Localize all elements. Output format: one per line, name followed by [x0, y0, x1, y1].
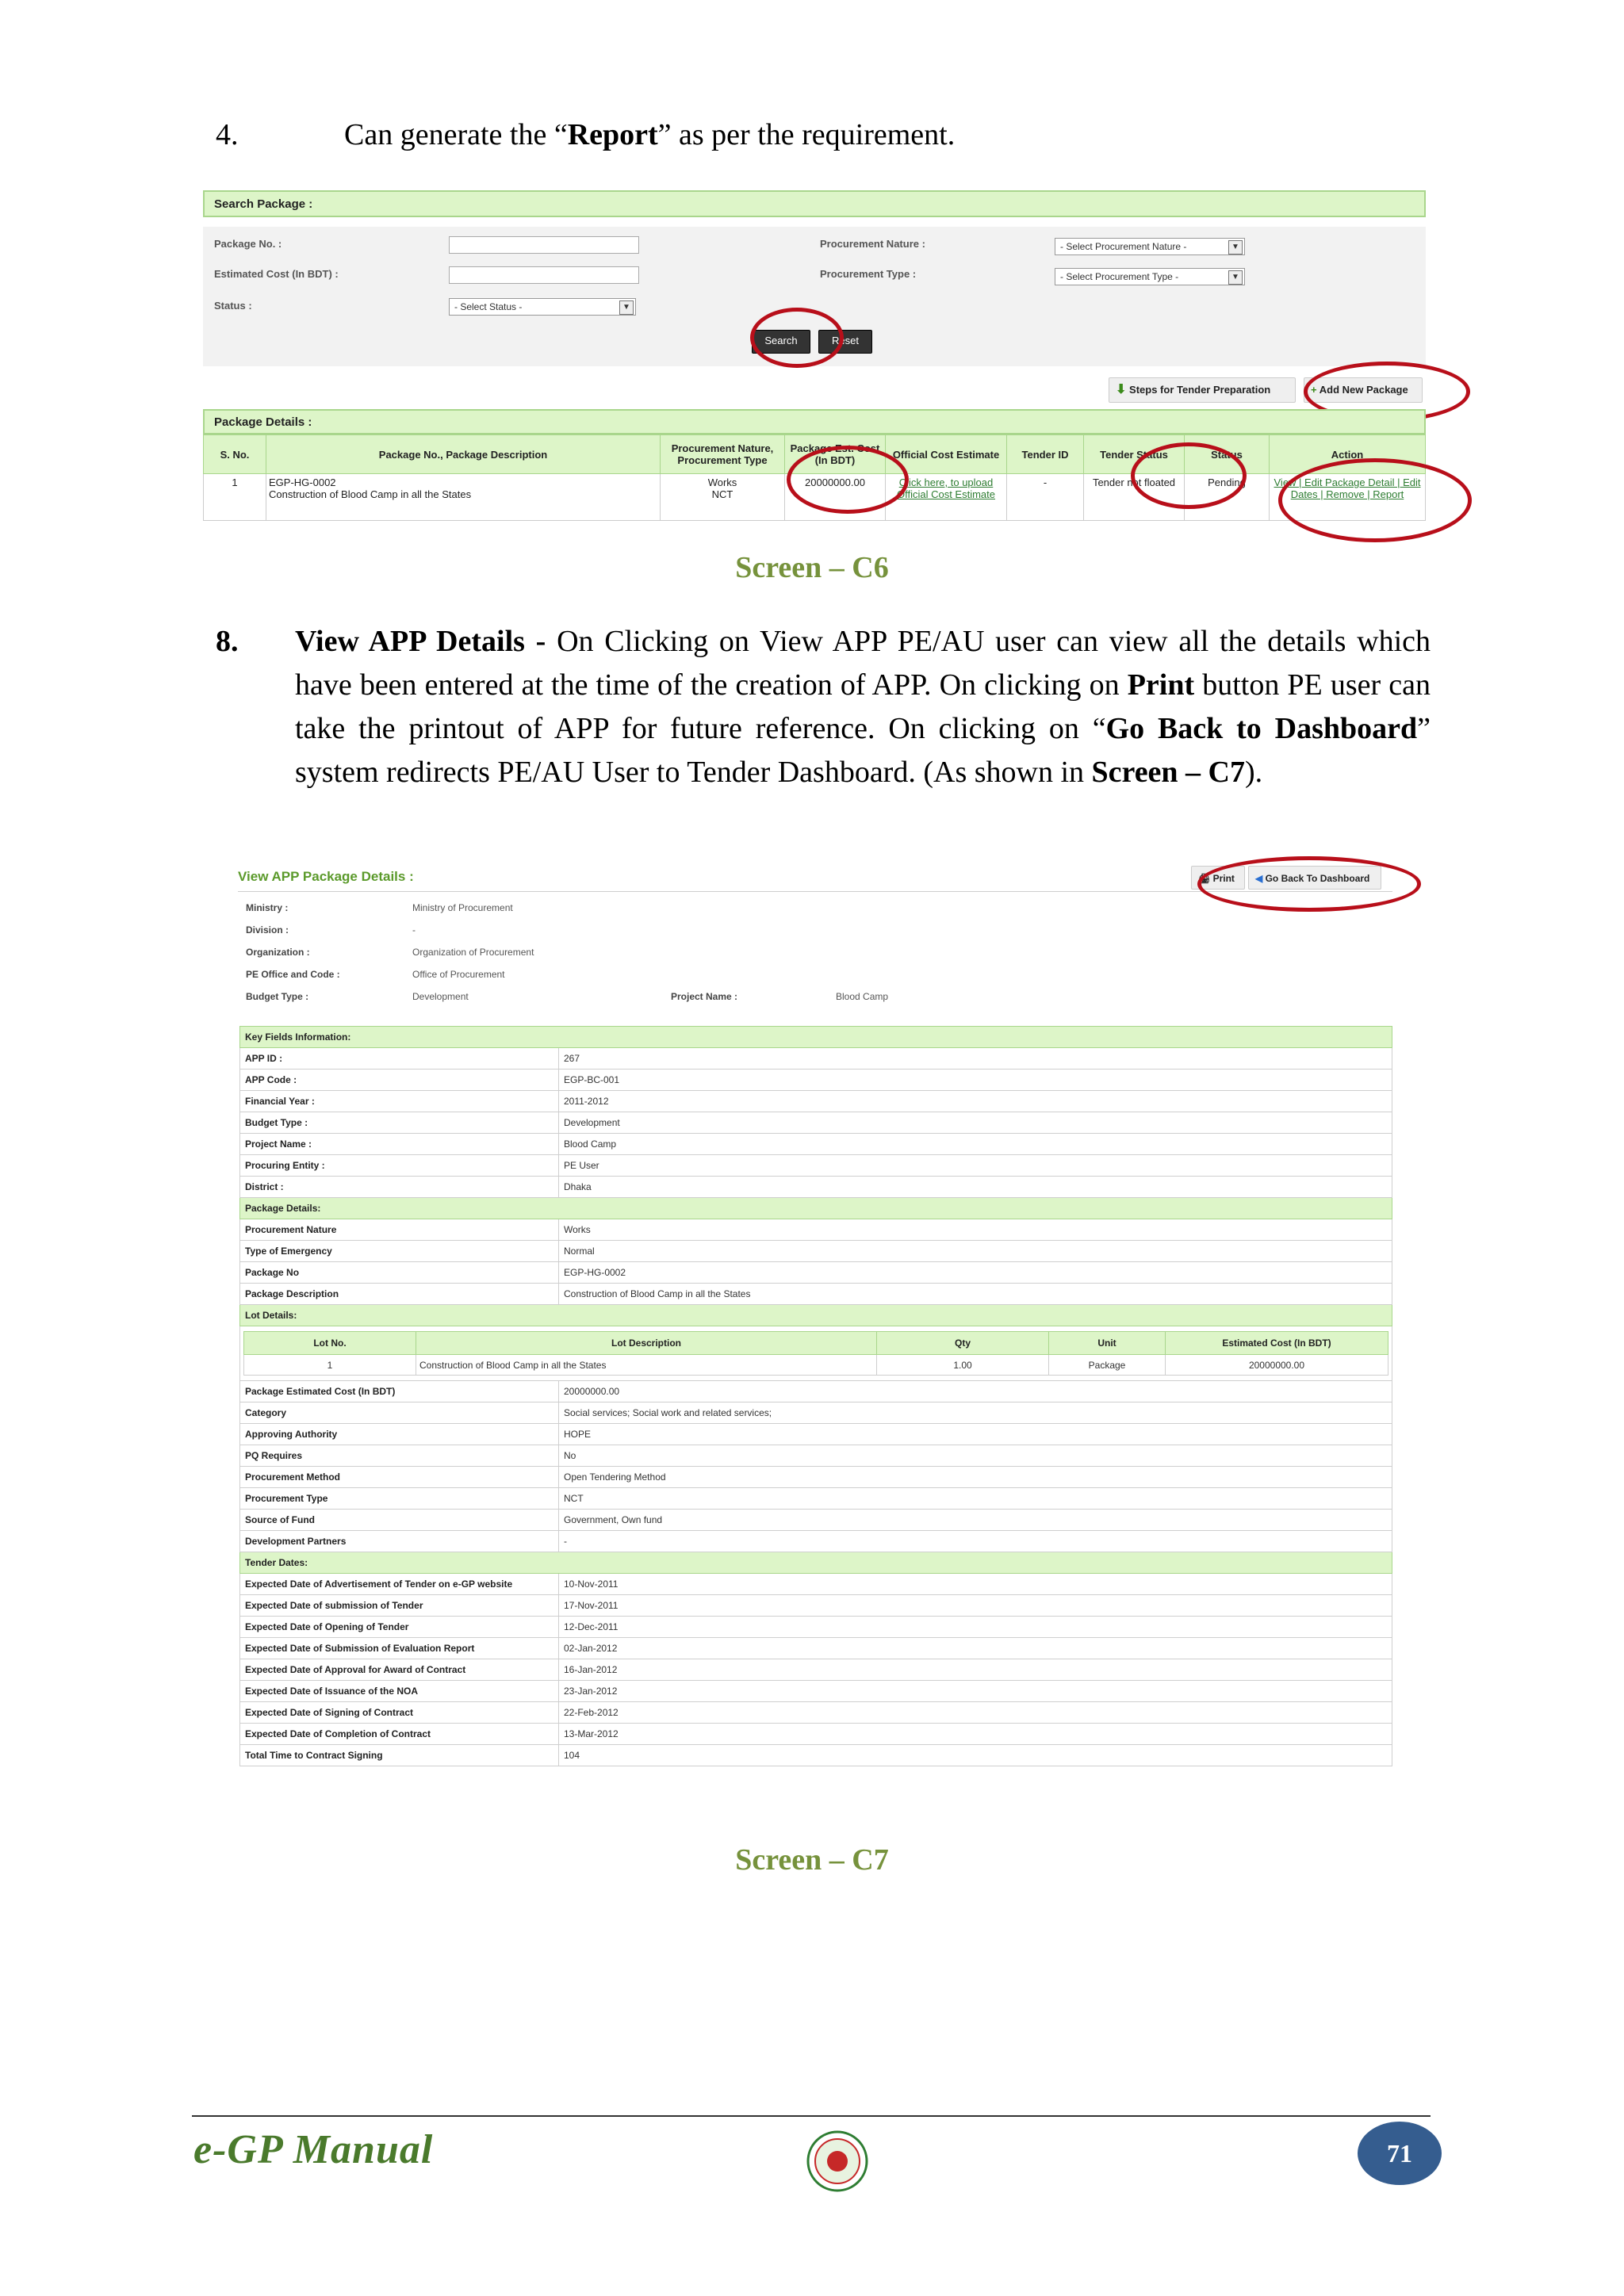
field-row: [240, 1381, 1392, 1402]
field-row: [240, 1241, 1392, 1262]
field-value: 12-Dec-2011: [559, 1617, 1392, 1638]
package-no-input[interactable]: [449, 236, 639, 254]
field-value: 02-Jan-2012: [559, 1638, 1392, 1659]
key-fields-header: Key Fields Information:: [240, 1027, 1392, 1048]
field-label: Procurement Type: [240, 1488, 559, 1510]
add-new-package-button[interactable]: + Add New Package: [1304, 377, 1423, 403]
footer-brand: e-GP Manual: [193, 2127, 434, 2172]
package-details-header: Package Details:: [240, 1198, 1392, 1219]
package-no-label: Package No. :: [214, 238, 282, 250]
government-seal-icon: [806, 2130, 869, 2193]
col-estimate: Official Cost Estimate: [886, 435, 1007, 474]
field-value: EGP-BC-001: [559, 1070, 1392, 1091]
lot-col: Lot No.: [244, 1332, 416, 1355]
paragraph-8: [216, 620, 1431, 794]
field-value: NCT: [559, 1488, 1392, 1510]
cell-cost: 20000000.00: [785, 474, 886, 521]
field-label: Total Time to Contract Signing: [240, 1745, 559, 1766]
screen-c6: [203, 190, 1426, 527]
go-back-button[interactable]: ◀ Go Back To Dashboard: [1248, 866, 1381, 890]
field-label: APP Code :: [240, 1070, 559, 1091]
est-cost-label: Estimated Cost (In BDT) :: [214, 268, 339, 280]
field-row: [240, 1219, 1392, 1241]
type-label: Procurement Type :: [820, 268, 917, 280]
field-row: [240, 1424, 1392, 1445]
col-package: Package No., Package Description: [266, 435, 661, 474]
field-label: Expected Date of Submission of Evaluation Report: [240, 1638, 559, 1659]
download-icon: ⬇: [1116, 383, 1127, 396]
lot-table-cell: [240, 1326, 1392, 1381]
item-number: 4.: [216, 118, 239, 151]
lot-col: Unit: [1049, 1332, 1166, 1355]
c7-title: View APP Package Details :: [238, 869, 414, 884]
status-highlight-circle: [1131, 442, 1247, 509]
lot-col: Estimated Cost (In BDT): [1166, 1332, 1388, 1355]
field-label: Expected Date of Opening of Tender: [240, 1617, 559, 1638]
field-value: EGP-HG-0002: [559, 1262, 1392, 1284]
field-row: [240, 1638, 1392, 1659]
footer-rule: [192, 2115, 1431, 2117]
field-row: [240, 1091, 1392, 1112]
field-row: [240, 1659, 1392, 1681]
chevron-down-icon: ▼: [1228, 270, 1243, 285]
field-label: Expected Date of Approval for Award of Contract: [240, 1659, 559, 1681]
status-label: Status :: [214, 300, 252, 312]
field-value: Social services; Social work and related services;: [559, 1402, 1392, 1424]
field-row: [240, 1467, 1392, 1488]
field-value: Government, Own fund: [559, 1510, 1392, 1531]
lot-col: Lot Description: [416, 1332, 877, 1355]
cell-tender-status: Tender not floated: [1084, 474, 1185, 521]
field-row: [240, 1262, 1392, 1284]
field-value: No: [559, 1445, 1392, 1467]
field-label: Approving Authority: [240, 1424, 559, 1445]
field-value: Dhaka: [559, 1177, 1392, 1198]
lot-cell: 1: [244, 1355, 416, 1376]
field-row: [240, 1595, 1392, 1617]
field-label: Development Partners: [240, 1531, 559, 1552]
col-nature: Procurement Nature, Procurement Type: [661, 435, 785, 474]
page-number: 71: [1358, 2122, 1442, 2185]
field-value: 17-Nov-2011: [559, 1595, 1392, 1617]
field-row: [240, 1702, 1392, 1724]
lot-cell: 20000000.00: [1166, 1355, 1388, 1376]
field-value: -: [559, 1531, 1392, 1552]
field-row: [240, 1531, 1392, 1552]
steps-tender-button[interactable]: ⬇ Steps for Tender Preparation: [1109, 377, 1296, 403]
key-fields-section: [239, 1026, 1392, 1766]
field-row: [240, 1134, 1392, 1155]
field-value: PE User: [559, 1155, 1392, 1177]
print-icon: 🖨: [1198, 873, 1211, 884]
col-tender-status: Tender Status: [1084, 435, 1185, 474]
screen-c7: [238, 856, 1392, 1823]
reset-button[interactable]: Reset: [818, 330, 872, 354]
field-row: [240, 1155, 1392, 1177]
field-value: 267: [559, 1048, 1392, 1070]
field-label: Category: [240, 1402, 559, 1424]
lot-cell: 1.00: [877, 1355, 1049, 1376]
cell-tender-id: -: [1007, 474, 1084, 521]
info-block: Ministry : Ministry of Procurement Division : - Organization : Organization of Procurement PE Office and Code : Office of Procurement Budget Type : Development Project Name : Blood Camp: [246, 902, 889, 1002]
print-button[interactable]: 🖨 Print: [1191, 866, 1245, 890]
key-fields-table: [239, 1026, 1392, 1766]
field-value: Works: [559, 1219, 1392, 1241]
search-highlight-circle: [750, 308, 844, 368]
cost-highlight-circle: [787, 446, 909, 514]
field-row: [240, 1745, 1392, 1766]
nature-select[interactable]: - Select Procurement Nature - ▼: [1055, 238, 1245, 255]
field-label: APP ID :: [240, 1048, 559, 1070]
field-value: 13-Mar-2012: [559, 1724, 1392, 1745]
chevron-down-icon: ▼: [619, 300, 634, 315]
status-select[interactable]: - Select Status - ▼: [449, 298, 636, 316]
field-label: Package Estimated Cost (In BDT): [240, 1381, 559, 1402]
cell-nature: Works NCT: [661, 474, 785, 521]
lot-details-header: Lot Details:: [240, 1305, 1392, 1326]
field-label: Financial Year :: [240, 1091, 559, 1112]
field-value: 20000000.00: [559, 1381, 1392, 1402]
search-package-header: Search Package :: [203, 190, 1426, 217]
field-value: 2011-2012: [559, 1091, 1392, 1112]
field-value: 23-Jan-2012: [559, 1681, 1392, 1702]
field-label: Procurement Method: [240, 1467, 559, 1488]
col-sno: S. No.: [204, 435, 266, 474]
action-links[interactable]: View | Edit Package Detail | Edit Dates | Remove | Report: [1270, 474, 1426, 521]
nature-label: Procurement Nature :: [820, 238, 925, 250]
tender-dates-header: Tender Dates:: [240, 1552, 1392, 1574]
action-highlight-circle: [1278, 458, 1472, 542]
field-row: [240, 1724, 1392, 1745]
field-label: Package Description: [240, 1284, 559, 1305]
field-label: Expected Date of Completion of Contract: [240, 1724, 559, 1745]
search-button[interactable]: Search: [752, 330, 810, 354]
field-value: Blood Camp: [559, 1134, 1392, 1155]
field-value: Development: [559, 1112, 1392, 1134]
field-label: Project Name :: [240, 1134, 559, 1155]
field-value: 104: [559, 1745, 1392, 1766]
lot-cell: Package: [1049, 1355, 1166, 1376]
field-row: [240, 1402, 1392, 1424]
field-label: Source of Fund: [240, 1510, 559, 1531]
cell-sno: 1: [204, 474, 266, 521]
upload-estimate-link[interactable]: Click here, to upload Official Cost Estimate: [886, 474, 1007, 521]
col-tender-id: Tender ID: [1007, 435, 1084, 474]
field-row: [240, 1284, 1392, 1305]
field-row: [240, 1617, 1392, 1638]
field-label: Expected Date of Advertisement of Tender on e-GP website: [240, 1574, 559, 1595]
paragraph-body: View APP Details - On Clicking on View APP PE/AU user can view all the details which have been entered at the time of the creation of APP. On clicking on Print button PE user can take the printout of APP for future reference. On clicking on “Go Back to Dashboard” system redirects PE/AU User to Tender Dashboard. (As shown in Screen – C7).: [295, 625, 1431, 789]
field-label: Expected Date of submission of Tender: [240, 1595, 559, 1617]
col-status: Status: [1185, 435, 1270, 474]
cell-status: Pending: [1185, 474, 1270, 521]
field-row: [240, 1488, 1392, 1510]
lot-cell: Construction of Blood Camp in all the States: [416, 1355, 877, 1376]
type-select[interactable]: - Select Procurement Type - ▼: [1055, 268, 1245, 285]
caption-c7: Screen – C7: [735, 1843, 889, 1877]
field-label: PQ Requires: [240, 1445, 559, 1467]
est-cost-input[interactable]: [449, 266, 639, 284]
back-arrow-icon: ◀: [1255, 873, 1263, 884]
field-label: Procurement Nature: [240, 1219, 559, 1241]
field-row: [240, 1445, 1392, 1467]
package-details-header: Package Details :: [203, 409, 1426, 434]
col-cost: Package Est. Cost (In BDT): [785, 435, 886, 474]
caption-c6: Screen – C6: [735, 551, 889, 584]
field-row: [240, 1112, 1392, 1134]
field-value: 10-Nov-2011: [559, 1574, 1392, 1595]
field-row: [240, 1510, 1392, 1531]
field-value: 16-Jan-2012: [559, 1659, 1392, 1681]
field-label: Budget Type :: [240, 1112, 559, 1134]
lot-col: Qty: [877, 1332, 1049, 1355]
field-value: 22-Feb-2012: [559, 1702, 1392, 1724]
field-row: [240, 1574, 1392, 1595]
field-label: District :: [240, 1177, 559, 1198]
field-value: Normal: [559, 1241, 1392, 1262]
field-value: Construction of Blood Camp in all the States: [559, 1284, 1392, 1305]
field-row: [240, 1681, 1392, 1702]
field-row: [240, 1177, 1392, 1198]
field-value: Open Tendering Method: [559, 1467, 1392, 1488]
field-value: HOPE: [559, 1424, 1392, 1445]
field-label: Procuring Entity :: [240, 1155, 559, 1177]
lot-table: [243, 1331, 1388, 1376]
field-label: Expected Date of Signing of Contract: [240, 1702, 559, 1724]
item-text: Can generate the “Report” as per the requirement.: [344, 118, 956, 151]
add-icon: +: [1311, 384, 1317, 396]
field-label: Expected Date of Issuance of the NOA: [240, 1681, 559, 1702]
col-action: Action: [1270, 435, 1426, 474]
table-row: [244, 1355, 1388, 1376]
field-label: Package No: [240, 1262, 559, 1284]
field-row: [240, 1070, 1392, 1091]
field-label: Type of Emergency: [240, 1241, 559, 1262]
field-row: [240, 1048, 1392, 1070]
cell-package: EGP-HG-0002 Construction of Blood Camp in all the States: [266, 474, 661, 521]
chevron-down-icon: ▼: [1228, 240, 1243, 254]
paragraph-number: 8.: [216, 625, 239, 658]
